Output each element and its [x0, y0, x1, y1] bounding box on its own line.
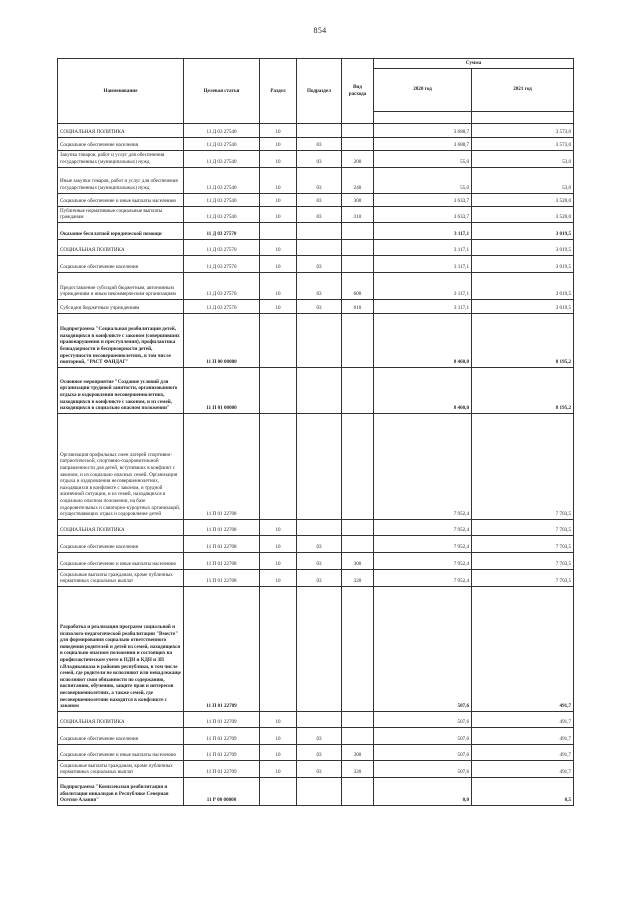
row-subsection — [297, 519, 342, 535]
row-target-code: 11 Д 03 27540 — [184, 123, 260, 137]
table-row — [58, 206, 574, 222]
row-expense-type: 320 — [342, 760, 374, 777]
row-value-2021: 491,7 — [472, 586, 574, 711]
row-section — [260, 586, 297, 711]
row-section — [260, 777, 297, 805]
row-target-code: 11 Д 03 27540 — [184, 206, 260, 222]
row-name: Социальные выплаты гражданам, кроме публичных нормативных социальных выплат — [58, 760, 184, 777]
row-subsection: 03 — [297, 193, 342, 206]
row-value-2021: 3 520,0 — [472, 193, 574, 206]
row-expense-type: 200 — [342, 150, 374, 167]
row-subsection: 03 — [297, 299, 342, 313]
table-row — [58, 744, 574, 760]
row-section: 10 — [260, 255, 297, 272]
row-value-2021: 3 019,5 — [472, 272, 574, 299]
row-expense-type — [342, 313, 374, 367]
row-value-2020: 7 952,4 — [374, 535, 472, 552]
table-row — [58, 299, 574, 313]
row-section: 10 — [260, 239, 297, 255]
row-name: Разработка и реализация программ социальной и психолого-педагогической реабилитации "Вместе" для формирования социально ответственного поведения родителей и детей из семей, находящихся в социально опасном положении и состоящих на профилактическом учете в ПДН и КДН и ЗП г.Владикавказа и районов республики, в том числе семей, где родители не исполняют или ненадлежаще исполняют свои обязанности по содержанию, воспитанию, обучению, защите прав и интересов несовершеннолетних, а также семей, где несовершеннолетние находятся в конфликте с законом — [58, 586, 184, 711]
table-row — [58, 167, 574, 193]
row-value-2021: 491,7 — [472, 760, 574, 777]
row-value-2021: 7 703,5 — [472, 569, 574, 586]
row-name: Социальное обеспечение и иные выплаты населению — [58, 193, 184, 206]
row-subsection: 03 — [297, 744, 342, 760]
row-value-2021: 491,7 — [472, 744, 574, 760]
row-section: 10 — [260, 299, 297, 313]
row-section: 10 — [260, 569, 297, 586]
header-subsection: Подраздел — [297, 59, 342, 124]
row-value-2021: 3 573,0 — [472, 123, 574, 137]
row-name: Социальные выплаты гражданам, кроме публичных нормативных социальных выплат — [58, 569, 184, 586]
row-section: 10 — [260, 167, 297, 193]
table-row — [58, 552, 574, 569]
row-subsection: 03 — [297, 167, 342, 193]
row-subsection — [297, 313, 342, 367]
row-subsection: 03 — [297, 569, 342, 586]
row-name: Подпрограмма "Комплексная реабилитация и абилитация инвалидов в Республике Северная Осетия-Алания" — [58, 777, 184, 805]
row-expense-type — [342, 413, 374, 519]
row-target-code: 11 Д 03 27540 — [184, 137, 260, 150]
row-section: 10 — [260, 760, 297, 777]
row-section: 10 — [260, 150, 297, 167]
row-expense-type — [342, 255, 374, 272]
row-value-2020: 3 633,7 — [374, 193, 472, 206]
row-section: 10 — [260, 272, 297, 299]
row-value-2021: 3 019,5 — [472, 222, 574, 239]
row-target-code: 11 П 01 22709 — [184, 586, 260, 711]
row-value-2020: 0,0 — [374, 777, 472, 805]
row-expense-type — [342, 137, 374, 150]
row-expense-type — [342, 727, 374, 744]
row-subsection: 03 — [297, 727, 342, 744]
row-target-code: 11 П 00 00000 — [184, 313, 260, 367]
row-expense-type: 600 — [342, 272, 374, 299]
row-subsection — [297, 222, 342, 239]
row-name: Субсидии бюджетным учреждениям — [58, 299, 184, 313]
row-target-code: 11 Д 03 27540 — [184, 150, 260, 167]
row-target-code: 11 Д 03 27570 — [184, 239, 260, 255]
row-section: 10 — [260, 193, 297, 206]
row-value-2021: 3 573,0 — [472, 137, 574, 150]
row-value-2021: 3 019,5 — [472, 255, 574, 272]
row-subsection: 03 — [297, 137, 342, 150]
row-subsection: 03 — [297, 206, 342, 222]
row-subsection: 03 — [297, 535, 342, 552]
row-name: СОЦИАЛЬНАЯ ПОЛИТИКА — [58, 239, 184, 255]
row-name: Основное мероприятие "Создание условий для организации трудовой занятости, организованного отдыха и оздоровления несовершеннолетних, находящихся в конфликте с законом, и из семей, находящихся в социально опасном положении" — [58, 367, 184, 413]
row-value-2020: 3 688,7 — [374, 137, 472, 150]
table-row — [58, 150, 574, 167]
row-section: 10 — [260, 535, 297, 552]
row-section: 10 — [260, 744, 297, 760]
row-target-code: 11 Д 03 27570 — [184, 222, 260, 239]
table-row — [58, 272, 574, 299]
row-target-code: 11 П 01 22708 — [184, 535, 260, 552]
row-subsection — [297, 413, 342, 519]
row-expense-type: 300 — [342, 744, 374, 760]
row-expense-type: 240 — [342, 167, 374, 193]
row-subsection — [297, 711, 342, 727]
row-expense-type — [342, 519, 374, 535]
row-value-2020: 7 952,4 — [374, 413, 472, 519]
header-year-2020: 2020 год — [374, 68, 472, 111]
row-expense-type: 300 — [342, 193, 374, 206]
row-value-2021: 8 195,2 — [472, 367, 574, 413]
header-name: Наименование — [58, 59, 184, 124]
row-value-2020: 3 117,1 — [374, 222, 472, 239]
row-value-2021: 3 019,5 — [472, 299, 574, 313]
row-value-2021: 7 703,5 — [472, 413, 574, 519]
row-name: Социальное обеспечение населения — [58, 535, 184, 552]
row-value-2020: 3 117,1 — [374, 272, 472, 299]
row-expense-type — [342, 777, 374, 805]
header-section: Раздел — [260, 59, 297, 124]
header-spacer — [472, 111, 574, 123]
row-expense-type: 610 — [342, 299, 374, 313]
row-value-2020: 3 117,1 — [374, 255, 472, 272]
row-value-2020: 3 688,7 — [374, 123, 472, 137]
row-name: Публичные нормативные социальные выплаты гражданам — [58, 206, 184, 222]
row-expense-type — [342, 367, 374, 413]
row-target-code: 11 Д 03 27570 — [184, 272, 260, 299]
row-value-2021: 53,0 — [472, 150, 574, 167]
row-section: 10 — [260, 727, 297, 744]
row-value-2020: 3 117,1 — [374, 299, 472, 313]
row-section: 10 — [260, 137, 297, 150]
row-expense-type — [342, 711, 374, 727]
header-code: Целевая статья — [184, 59, 260, 124]
row-value-2020: 507,6 — [374, 760, 472, 777]
row-subsection — [297, 586, 342, 711]
row-section: 10 — [260, 519, 297, 535]
row-value-2020: 7 952,4 — [374, 519, 472, 535]
row-value-2021: 491,7 — [472, 727, 574, 744]
row-target-code: 11 Р 00 00000 — [184, 777, 260, 805]
row-value-2020: 507,6 — [374, 711, 472, 727]
row-target-code: 11 Д 03 27540 — [184, 193, 260, 206]
row-expense-type — [342, 222, 374, 239]
row-section — [260, 413, 297, 519]
row-section — [260, 367, 297, 413]
row-value-2021: 0,5 — [472, 777, 574, 805]
row-value-2020: 55,0 — [374, 167, 472, 193]
row-subsection — [297, 239, 342, 255]
row-value-2020: 8 460,0 — [374, 313, 472, 367]
row-name: Оказание бесплатной юридической помощи — [58, 222, 184, 239]
row-value-2021: 3 019,5 — [472, 239, 574, 255]
row-value-2020: 507,6 — [374, 586, 472, 711]
row-name: Социальное обеспечение и иные выплаты населению — [58, 744, 184, 760]
row-expense-type: 300 — [342, 552, 374, 569]
table-row — [58, 777, 574, 805]
row-value-2020: 8 460,0 — [374, 367, 472, 413]
row-name: Социальное обеспечение населения — [58, 727, 184, 744]
header-year-2021: 2021 год — [472, 68, 574, 111]
row-value-2021: 3 520,0 — [472, 206, 574, 222]
row-value-2021: 8 195,2 — [472, 313, 574, 367]
row-target-code: 11 П 01 22709 — [184, 744, 260, 760]
table-row — [58, 586, 574, 711]
table-row — [58, 367, 574, 413]
row-name: СОЦИАЛЬНАЯ ПОЛИТИКА — [58, 711, 184, 727]
table-row — [58, 760, 574, 777]
row-expense-type — [342, 239, 374, 255]
row-target-code: 11 П 01 00000 — [184, 367, 260, 413]
row-subsection — [297, 367, 342, 413]
table-row — [58, 535, 574, 552]
table-row — [58, 413, 574, 519]
row-section: 10 — [260, 123, 297, 137]
row-subsection — [297, 123, 342, 137]
row-expense-type — [342, 123, 374, 137]
row-expense-type: 310 — [342, 206, 374, 222]
row-name: Организация профильных смен лагерей спортивно-патриотической, спортивно-оздоровительной направленности для детей, вступивших в конфликт с законом, и из социально опасных семей. Организация отдыха и оздоровления несовершеннолетних, находящихся в конфликте с законом, и трудной жизненной ситуации, и из семей, находящихся в социально опасном положении, на базе оздоровительных и санаторно-курортных организаций, осуществляющих отдых и оздоровление детей — [58, 413, 184, 519]
row-name: Социальное обеспечение и иные выплаты населению — [58, 552, 184, 569]
table-row — [58, 313, 574, 367]
table-row — [58, 711, 574, 727]
row-name: Социальное обеспечение населения — [58, 255, 184, 272]
row-target-code: 11 П 01 22708 — [184, 552, 260, 569]
row-name: Закупка товаров, работ и услуг для обеспечения государственных (муниципальных) нужд — [58, 150, 184, 167]
row-value-2020: 3 633,7 — [374, 206, 472, 222]
row-target-code: 11 П 01 22708 — [184, 519, 260, 535]
row-section — [260, 222, 297, 239]
row-subsection: 03 — [297, 255, 342, 272]
row-subsection: 03 — [297, 552, 342, 569]
budget-table — [57, 58, 574, 806]
row-target-code: 11 П 01 22708 — [184, 413, 260, 519]
row-name: Предоставление субсидий бюджетным, автономным учреждениям и иным некоммерческим организациям — [58, 272, 184, 299]
row-section: 10 — [260, 206, 297, 222]
row-target-code: 11 П 01 22709 — [184, 727, 260, 744]
table-header — [58, 59, 574, 124]
row-expense-type: 320 — [342, 569, 374, 586]
page-number: 854 — [313, 26, 327, 35]
row-value-2021: 491,7 — [472, 711, 574, 727]
row-name: Иные закупки товаров, работ и услуг для обеспечения государственных (муниципальных) нужд — [58, 167, 184, 193]
row-name: СОЦИАЛЬНАЯ ПОЛИТИКА — [58, 519, 184, 535]
row-target-code: 11 Д 03 27540 — [184, 167, 260, 193]
row-value-2021: 7 703,5 — [472, 552, 574, 569]
row-value-2020: 3 117,1 — [374, 239, 472, 255]
table-row — [58, 727, 574, 744]
header-expense-type: Вид расхода — [342, 59, 374, 124]
row-value-2020: 7 952,4 — [374, 569, 472, 586]
row-name: Подпрограмма "Социальная реабилитация детей, находящихся в конфликте с законом (совершивших правонарушения и преступления), профилактика безнадзорности и беспризорности детей, преступности несовершеннолетних, в том числе повторной, "РАСТ ФАНДАГ" — [58, 313, 184, 367]
row-section: 10 — [260, 711, 297, 727]
row-expense-type — [342, 586, 374, 711]
row-section — [260, 313, 297, 367]
table-row — [58, 519, 574, 535]
header-sum: Сумма — [374, 59, 574, 69]
table-body — [58, 123, 574, 805]
row-section: 10 — [260, 552, 297, 569]
row-name: Социальное обеспечение населения — [58, 137, 184, 150]
row-value-2021: 7 703,5 — [472, 519, 574, 535]
row-value-2020: 7 952,4 — [374, 552, 472, 569]
table-row — [58, 569, 574, 586]
row-subsection: 03 — [297, 150, 342, 167]
row-subsection: 03 — [297, 760, 342, 777]
header-spacer — [374, 111, 472, 123]
row-value-2020: 507,6 — [374, 744, 472, 760]
row-value-2021: 53,0 — [472, 167, 574, 193]
row-target-code: 11 П 01 22709 — [184, 711, 260, 727]
row-expense-type — [342, 535, 374, 552]
table-row — [58, 239, 574, 255]
row-value-2021: 7 703,5 — [472, 535, 574, 552]
row-value-2020: 507,6 — [374, 727, 472, 744]
table-row — [58, 255, 574, 272]
row-target-code: 11 Д 03 27570 — [184, 299, 260, 313]
row-subsection — [297, 777, 342, 805]
row-target-code: 11 П 01 22709 — [184, 760, 260, 777]
table-row — [58, 137, 574, 150]
table-row — [58, 123, 574, 137]
row-target-code: 11 П 01 22708 — [184, 569, 260, 586]
row-target-code: 11 Д 03 27570 — [184, 255, 260, 272]
row-subsection: 03 — [297, 272, 342, 299]
row-value-2020: 55,0 — [374, 150, 472, 167]
table-row — [58, 222, 574, 239]
row-name: СОЦИАЛЬНАЯ ПОЛИТИКА — [58, 123, 184, 137]
table-row — [58, 193, 574, 206]
